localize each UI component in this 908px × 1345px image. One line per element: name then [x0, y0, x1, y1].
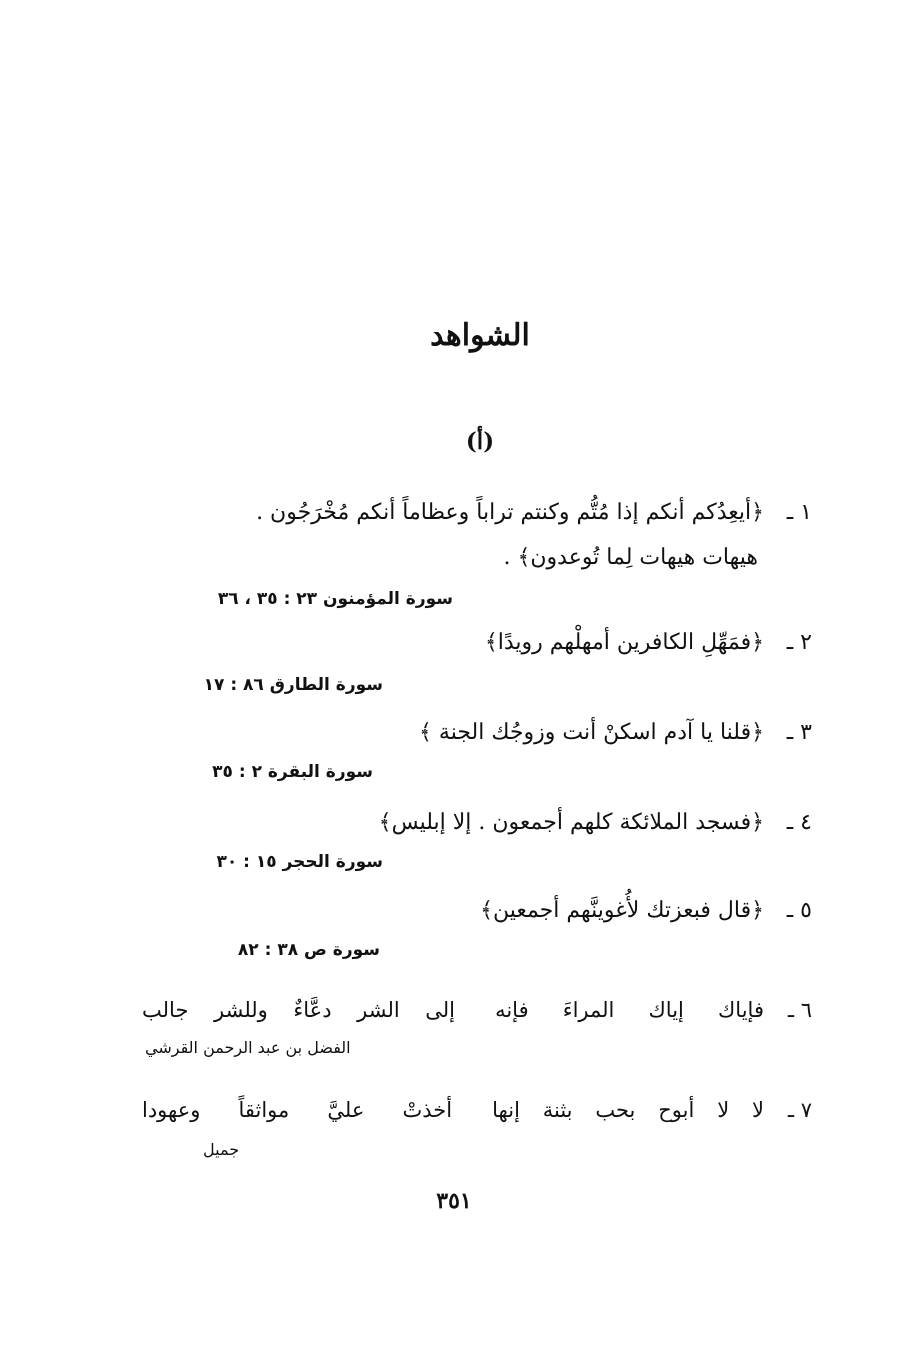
- word: دعَّاءٌ: [293, 998, 332, 1022]
- surah-reference: سورة المؤمنون ٢٣ : ٣٥ ، ٣٦: [217, 589, 453, 609]
- poet-name: الفضل بن عبد الرحمن القرشي: [145, 1038, 351, 1057]
- word: مواثقاً: [238, 1098, 290, 1122]
- second-hemistich: [142, 1098, 452, 1122]
- word: إلى: [425, 998, 456, 1022]
- word: أخذتْ: [402, 1098, 453, 1122]
- entry-number: ٢ ـ: [786, 630, 812, 655]
- word: المراءَ: [562, 998, 615, 1022]
- quran-entry-3: [419, 720, 812, 745]
- second-hemistich: [142, 998, 455, 1022]
- entry-number: ٥ ـ: [786, 898, 812, 923]
- word: عليَّ: [327, 1098, 365, 1122]
- first-hemistich: [492, 1098, 764, 1122]
- word: بحب: [595, 1098, 636, 1122]
- entry-number: ٧ ـ: [787, 1098, 812, 1122]
- entry-number: ٤ ـ: [786, 810, 812, 835]
- poetry-verse-6: [142, 998, 812, 1022]
- surah-reference: سورة البقرة ٢ : ٣٥: [212, 762, 373, 782]
- poet-name: جميل: [203, 1140, 240, 1159]
- word: بثنة: [542, 1098, 573, 1122]
- word: الشر: [357, 998, 400, 1022]
- word: أبوح: [658, 1098, 695, 1122]
- first-hemistich: [495, 998, 764, 1022]
- quran-verse-line: ﴿قلنا يا آدم اسكنْ أنت وزوجُك الجنة ﴾: [419, 720, 764, 745]
- surah-reference: سورة ص ٣٨ : ٨٢: [237, 940, 380, 960]
- quran-verse-line: ﴿فمَهِّلِ الكافرين أمهلْهم رويدًا﴾: [484, 630, 764, 655]
- quran-verse-line-continued: هيهات هيهات لِما تُوعدون﴾ .: [503, 545, 758, 570]
- quran-entry-5: [480, 898, 812, 923]
- word: وللشر: [214, 998, 268, 1022]
- quran-verse-line: ﴿فسجد الملائكة كلهم أجمعون . إلا إبليس﴾: [378, 810, 764, 835]
- word: إنها: [492, 1098, 520, 1122]
- word: لا: [752, 1098, 764, 1122]
- word: إياك: [648, 998, 684, 1022]
- word: فإياك: [718, 998, 764, 1022]
- poetry-verse-7: [142, 1098, 812, 1122]
- quran-entry-2: [485, 630, 812, 655]
- word: وعهودا: [141, 1098, 201, 1122]
- quran-entry-4: [379, 810, 812, 835]
- entry-number: ٣ ـ: [786, 720, 812, 745]
- word: فإنه: [495, 998, 529, 1022]
- surah-reference: سورة الطارق ٨٦ : ١٧: [203, 675, 383, 695]
- page-number: ٣٥١: [436, 1188, 472, 1214]
- word: لا: [717, 1098, 730, 1122]
- surah-reference: سورة الحجر ١٥ : ٣٠: [216, 852, 383, 872]
- word: جالب: [142, 998, 189, 1022]
- quran-entry-1: [256, 500, 812, 525]
- entry-number: ١ ـ: [786, 500, 812, 525]
- section-heading: (أ): [465, 428, 495, 455]
- quran-verse-line: ﴿أيعِدُكم أنكم إذا مُتُّم وكنتم تراباً وعظاماً أنكم مُخْرَجُون .: [256, 500, 764, 525]
- quran-verse-line: ﴿قال فبعزتك لأُغوينَّهم أجمعين﴾: [480, 898, 764, 923]
- page-title: الشواهد: [430, 318, 530, 353]
- entry-number: ٦ ـ: [787, 998, 812, 1022]
